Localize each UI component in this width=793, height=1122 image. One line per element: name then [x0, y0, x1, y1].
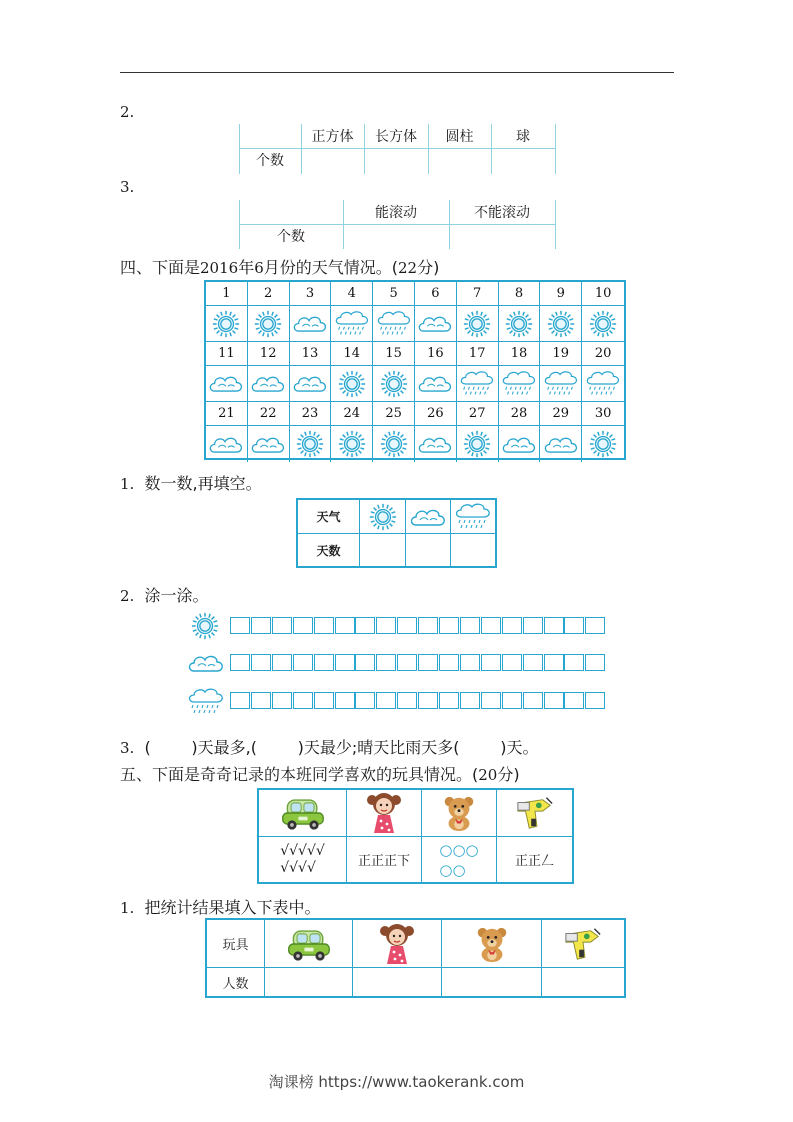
calendar-day-number	[373, 342, 415, 366]
calendar-day-number	[248, 402, 290, 426]
day-label: 21	[218, 406, 235, 421]
calendar-day-number	[499, 342, 541, 366]
day-label: 25	[385, 406, 402, 421]
cloud-icon	[248, 366, 290, 402]
rain-icon	[582, 366, 624, 402]
question-4-2	[120, 583, 209, 606]
calendar-day-number	[331, 402, 373, 426]
answer-cell[interactable]	[302, 149, 364, 173]
question-number: 3.	[120, 739, 135, 757]
answer-cell[interactable]	[344, 225, 449, 249]
sun-icon	[360, 500, 406, 534]
day-label: 28	[510, 406, 528, 421]
sunny-color-box[interactable]	[293, 617, 313, 634]
sun-icon	[582, 426, 624, 462]
footer-watermark: 淘课榜 https://www.taokerank.com	[268, 1073, 525, 1091]
day-label: 2	[264, 286, 273, 301]
cloudy-color-box[interactable]	[564, 654, 584, 671]
heading-text: 分)	[497, 765, 520, 784]
cloudy-color-box[interactable]	[418, 654, 438, 671]
toy-count-table	[205, 918, 626, 998]
calendar-day-number	[415, 402, 457, 426]
cloudy-color-box[interactable]	[272, 654, 292, 671]
calendar-day-number	[540, 402, 582, 426]
rainy-color-box[interactable]	[585, 692, 605, 709]
day-label: 3	[305, 286, 315, 301]
sun-icon	[457, 306, 499, 342]
day-label: 29	[552, 406, 570, 421]
heading-text: 月份的天气情况。(	[263, 258, 399, 277]
day-label: 7	[473, 286, 482, 301]
question-number: 2.	[120, 587, 135, 605]
row-label-people: 人数	[207, 968, 265, 996]
day-label: 8	[514, 286, 524, 301]
row-label-weather: 天气	[298, 500, 360, 534]
heading-score: 22	[398, 259, 418, 277]
calendar-day-number	[582, 282, 624, 306]
answer-cell[interactable]	[265, 968, 353, 996]
day-label: 26	[427, 406, 444, 421]
cloudy-color-box[interactable]	[230, 654, 250, 671]
toy-gun-icon	[542, 920, 624, 968]
calendar-day-number	[290, 282, 332, 306]
rainy-color-box[interactable]	[293, 692, 313, 709]
answer-cell[interactable]	[450, 225, 555, 249]
sunny-color-box[interactable]	[314, 617, 334, 634]
section-5-heading	[120, 762, 520, 785]
day-label: 1	[222, 286, 231, 301]
tally-car: √√√√√ √√√√	[259, 837, 347, 882]
cloudy-color-box[interactable]	[585, 654, 605, 671]
rain-icon	[499, 366, 541, 402]
heading-text: 年	[238, 258, 255, 277]
cloud-icon	[206, 426, 248, 462]
answer-cell[interactable]	[492, 149, 555, 173]
sun-icon	[373, 426, 415, 462]
cloud-icon	[499, 426, 541, 462]
day-label: 30	[594, 406, 612, 421]
sun-icon	[331, 426, 373, 462]
item-number-2: 2.	[120, 103, 135, 121]
cloud-icon	[186, 650, 226, 680]
cloudy-color-box[interactable]	[523, 654, 543, 671]
heading-text: 四、下面是	[120, 258, 201, 277]
calendar-day-number	[248, 342, 290, 366]
sunny-color-box[interactable]	[418, 617, 438, 634]
rainy-color-box[interactable]	[460, 692, 480, 709]
weather-count-table	[296, 498, 497, 568]
day-label: 14	[343, 346, 361, 361]
rainy-color-box[interactable]	[272, 692, 292, 709]
heading-text: 五、下面是奇奇记录的本班同学喜欢的玩具情况。(	[120, 765, 479, 784]
calendar-day-number	[540, 342, 582, 366]
sunny-color-box[interactable]	[397, 617, 417, 634]
cloud-icon	[406, 500, 451, 534]
cloudy-color-box[interactable]	[251, 654, 271, 671]
row-label-toys: 玩具	[207, 920, 265, 968]
day-label: 16	[427, 346, 444, 361]
day-label: 13	[301, 346, 319, 361]
rain-icon	[186, 686, 226, 722]
calendar-day-number	[499, 402, 541, 426]
day-label: 15	[385, 346, 402, 361]
sunny-color-box[interactable]	[439, 617, 459, 634]
toy-gun-icon	[497, 790, 572, 837]
sun-icon	[248, 306, 290, 342]
heading-month: 6	[254, 259, 264, 277]
rainy-color-box[interactable]	[251, 692, 271, 709]
answer-cell[interactable]	[353, 968, 442, 996]
calendar-day-number	[582, 342, 624, 366]
day-label: 24	[343, 406, 361, 421]
day-label: 9	[556, 286, 565, 301]
header-sphere: 球	[516, 129, 530, 145]
item-number-3: 3.	[120, 178, 135, 196]
sun-icon	[331, 366, 373, 402]
header-cylinder: 圆柱	[445, 129, 474, 145]
tally-doll: 正正正下	[347, 837, 422, 882]
cloud-icon	[415, 306, 457, 342]
rain-icon	[457, 366, 499, 402]
weather-calendar	[204, 280, 626, 460]
sunny-color-box[interactable]	[544, 617, 564, 634]
heading-year: 2016	[200, 259, 239, 277]
rainy-color-box[interactable]	[376, 692, 396, 709]
calendar-day-number	[415, 282, 457, 306]
cloud-icon	[415, 366, 457, 402]
teddy-bear-icon	[442, 920, 542, 968]
doll-icon	[347, 790, 422, 837]
calendar-day-number	[248, 282, 290, 306]
rainy-color-box[interactable]	[397, 692, 417, 709]
rain-icon	[540, 366, 582, 402]
day-label: 12	[259, 346, 277, 361]
sunny-color-box[interactable]	[564, 617, 584, 634]
rainy-color-box[interactable]	[502, 692, 522, 709]
calendar-day-number	[415, 342, 457, 366]
cloudy-color-box[interactable]	[376, 654, 396, 671]
calendar-day-number	[331, 342, 373, 366]
row-label-days: 天数	[298, 534, 360, 566]
sun-icon	[582, 306, 624, 342]
question-5-1	[120, 895, 321, 918]
car-icon	[265, 920, 353, 968]
day-label: 10	[594, 286, 612, 301]
answer-cell[interactable]	[542, 968, 624, 996]
rain-icon	[331, 306, 373, 342]
sun-icon	[540, 306, 582, 342]
rainy-color-box[interactable]	[418, 692, 438, 709]
sun-icon	[499, 306, 541, 342]
cloudy-color-box[interactable]	[439, 654, 459, 671]
sunny-color-box[interactable]	[251, 617, 271, 634]
question-4-3	[120, 735, 538, 758]
calendar-day-number	[290, 402, 332, 426]
day-label: 19	[552, 346, 570, 361]
cloudy-color-box[interactable]	[460, 654, 480, 671]
sunny-color-box[interactable]	[355, 617, 375, 634]
toy-tally-table	[257, 788, 574, 884]
row-label-count: 个数	[277, 229, 305, 245]
teddy-bear-icon	[422, 790, 497, 837]
header-cube: 正方体	[311, 129, 354, 145]
question-text: 涂一涂。	[144, 586, 209, 605]
cloudy-color-box[interactable]	[355, 654, 375, 671]
answer-cell[interactable]	[429, 149, 491, 173]
cloud-icon	[415, 426, 457, 462]
day-label: 6	[431, 286, 440, 301]
rainy-color-box[interactable]	[335, 692, 355, 709]
calendar-day-number	[457, 342, 499, 366]
question-text: ( )天最多,( )天最少;晴天比雨天多( )天。	[144, 738, 539, 757]
sunny-color-box[interactable]	[376, 617, 396, 634]
heading-text: 分)	[417, 258, 440, 277]
sun-icon	[206, 306, 248, 342]
question-number: 1.	[120, 475, 135, 493]
sunny-color-box[interactable]	[460, 617, 480, 634]
cloudy-color-box[interactable]	[314, 654, 334, 671]
header-cuboid: 长方体	[375, 129, 417, 145]
calendar-day-number	[206, 402, 248, 426]
section-4-heading	[120, 255, 439, 278]
day-label: 20	[594, 346, 612, 361]
header-can-roll: 能滚动	[375, 205, 417, 221]
question-number: 1.	[120, 899, 135, 917]
answer-cell[interactable]	[365, 149, 428, 173]
cloudy-color-box[interactable]	[481, 654, 501, 671]
rainy-color-box[interactable]	[314, 692, 334, 709]
day-label: 4	[347, 286, 356, 301]
rain-icon	[451, 500, 495, 534]
day-label: 17	[468, 346, 486, 361]
sun-icon	[457, 426, 499, 462]
sunny-color-box[interactable]	[481, 617, 501, 634]
answer-cell[interactable]	[451, 534, 495, 566]
day-label: 27	[468, 406, 486, 421]
cloud-icon	[540, 426, 582, 462]
calendar-day-number	[331, 282, 373, 306]
cloudy-color-box[interactable]	[544, 654, 564, 671]
answer-cell[interactable]	[442, 968, 542, 996]
cloudy-color-box[interactable]	[502, 654, 522, 671]
sunny-color-box[interactable]	[230, 617, 250, 634]
calendar-day-number	[457, 402, 499, 426]
answer-cell[interactable]	[360, 534, 406, 566]
question-4-1	[120, 471, 262, 494]
doll-icon	[353, 920, 442, 968]
calendar-day-number	[206, 282, 248, 306]
cloud-icon	[290, 306, 332, 342]
sunny-color-box[interactable]	[502, 617, 522, 634]
calendar-day-number	[206, 342, 248, 366]
cloudy-color-box[interactable]	[397, 654, 417, 671]
sunny-color-box[interactable]	[335, 617, 355, 634]
day-label: 22	[259, 406, 277, 421]
day-label: 5	[389, 286, 398, 301]
calendar-day-number	[457, 282, 499, 306]
sun-icon	[373, 366, 415, 402]
calendar-day-number	[540, 282, 582, 306]
cloud-icon	[290, 366, 332, 402]
rainy-color-box[interactable]	[564, 692, 584, 709]
cloud-icon	[248, 426, 290, 462]
rainy-color-box[interactable]	[355, 692, 375, 709]
day-label: 18	[510, 346, 528, 361]
tally-bear: ○○○ ○○	[422, 837, 497, 882]
header-cannot-roll: 不能滚动	[474, 205, 530, 221]
calendar-day-number	[290, 342, 332, 366]
question-text: 把统计结果填入下表中。	[144, 898, 321, 917]
row-label-count: 个数	[256, 153, 284, 169]
sunny-color-box[interactable]	[523, 617, 543, 634]
heading-score: 20	[478, 766, 498, 784]
day-label: 11	[218, 346, 235, 361]
calendar-day-number	[373, 402, 415, 426]
sun-icon	[290, 426, 332, 462]
calendar-day-number	[582, 402, 624, 426]
rainy-color-box[interactable]	[544, 692, 564, 709]
rainy-color-box[interactable]	[230, 692, 250, 709]
day-label: 23	[301, 406, 319, 421]
cloudy-color-box[interactable]	[293, 654, 313, 671]
answer-cell[interactable]	[406, 534, 451, 566]
top-rule	[120, 72, 674, 73]
cloudy-color-box[interactable]	[335, 654, 355, 671]
cloud-icon	[206, 366, 248, 402]
sunny-color-box[interactable]	[585, 617, 605, 634]
calendar-day-number	[373, 282, 415, 306]
calendar-day-number	[499, 282, 541, 306]
car-icon	[259, 790, 347, 837]
rain-icon	[373, 306, 415, 342]
rainy-color-box[interactable]	[439, 692, 459, 709]
rainy-color-box[interactable]	[481, 692, 501, 709]
question-text: 数一数,再填空。	[144, 474, 262, 493]
sunny-color-box[interactable]	[272, 617, 292, 634]
sun-icon	[190, 611, 220, 645]
rainy-color-box[interactable]	[523, 692, 543, 709]
tally-gun: 正正𠃋	[514, 854, 554, 869]
